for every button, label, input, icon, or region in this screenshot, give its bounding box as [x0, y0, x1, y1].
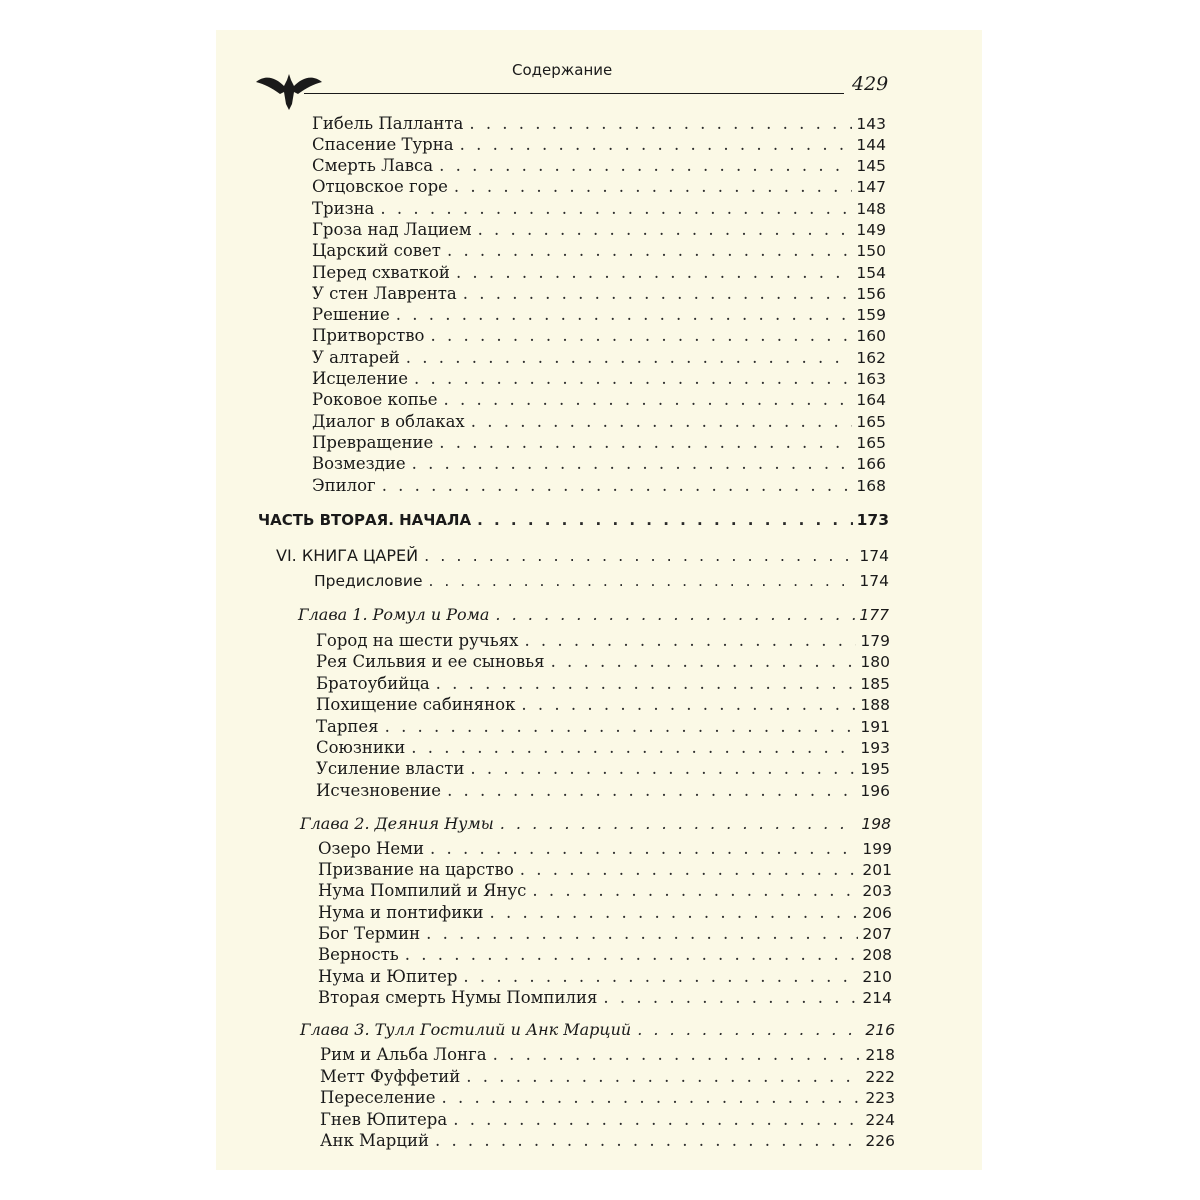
toc-entry[interactable]	[312, 453, 886, 474]
toc-entry[interactable]	[316, 630, 890, 651]
toc-entry[interactable]	[312, 262, 886, 283]
toc-entry[interactable]	[316, 758, 890, 779]
toc-chapter-heading[interactable]	[298, 604, 889, 625]
toc-entry-page: 165	[856, 434, 886, 452]
table-of-contents	[216, 30, 982, 1170]
toc-chapter-page: 177	[859, 606, 889, 624]
toc-entry[interactable]	[318, 902, 892, 923]
toc-entry-page: 160	[856, 327, 886, 345]
toc-entry[interactable]	[318, 966, 892, 987]
toc-entry-title: Царский совет	[312, 241, 441, 260]
toc-entry-title: Озеро Неми	[318, 839, 425, 858]
toc-chapter-heading[interactable]	[300, 813, 891, 834]
toc-entry-title: Усиление власти	[316, 759, 465, 778]
toc-entry-page: 201	[862, 861, 892, 879]
toc-entry-title: Притворство	[312, 326, 425, 345]
toc-entry[interactable]	[320, 1130, 895, 1151]
toc-entry[interactable]	[312, 155, 886, 176]
page-number: 429	[852, 73, 889, 95]
toc-chapter-page: 198	[861, 815, 891, 833]
toc-entry[interactable]	[312, 283, 886, 304]
toc-entry-title: Гнев Юпитера	[320, 1110, 448, 1129]
toc-entry-page: 223	[865, 1089, 895, 1107]
toc-entry-title: Смерть Лавса	[312, 156, 434, 175]
toc-section-title: VI. КНИГА ЦАРЕЙ	[276, 546, 419, 565]
toc-entry[interactable]	[316, 737, 890, 758]
toc-entry[interactable]	[312, 304, 886, 325]
toc-entry-title: Город на шести ручьях	[316, 631, 519, 650]
toc-entry-page: 166	[856, 455, 886, 473]
toc-entry-page: 150	[856, 242, 886, 260]
toc-entry-page: 193	[860, 739, 890, 757]
toc-entry-page: 224	[865, 1111, 895, 1129]
toc-entry-page: 147	[856, 178, 886, 196]
toc-entry-title: Исцеление	[312, 369, 409, 388]
toc-entry-title: Гроза над Лацием	[312, 220, 472, 239]
toc-entry-title: Гибель Палланта	[312, 114, 464, 133]
toc-entry-page: 168	[856, 477, 886, 495]
toc-entry-title: Нума и понтифики	[318, 903, 484, 922]
toc-entry[interactable]	[318, 944, 892, 965]
toc-entry-page: 179	[860, 632, 890, 650]
toc-entry-title: Братоубийца	[316, 674, 430, 693]
toc-part-page: 173	[856, 511, 889, 529]
toc-entry-title: Анк Марций	[320, 1131, 429, 1150]
toc-entry-page: 214	[862, 989, 892, 1007]
toc-entry-page: 196	[860, 782, 890, 800]
toc-entry-page: 199	[862, 840, 892, 858]
toc-section-heading[interactable]	[276, 545, 889, 566]
toc-entry-title: Нума и Юпитер	[318, 967, 458, 986]
toc-entry-title: Диалог в облаках	[312, 412, 465, 431]
toc-entry-title: Перед схваткой	[312, 263, 450, 282]
toc-entry-title: Эпилог	[312, 476, 376, 495]
running-head-title: Содержание	[512, 61, 613, 79]
toc-entry[interactable]	[316, 651, 890, 672]
toc-entry-title: Превращение	[312, 433, 434, 452]
toc-entry-page: 145	[856, 157, 886, 175]
toc-entry-page: 222	[865, 1068, 895, 1086]
toc-entry-page: 206	[862, 904, 892, 922]
toc-entry-title: Рим и Альба Лонга	[320, 1045, 487, 1064]
toc-entry-title: Бог Термин	[318, 924, 421, 943]
toc-entry-page: 164	[856, 391, 886, 409]
toc-entry-title: У стен Лаврента	[312, 284, 457, 303]
toc-entry[interactable]	[312, 368, 886, 389]
toc-entry[interactable]	[320, 1087, 895, 1108]
toc-entry-title: Переселение	[320, 1088, 436, 1107]
toc-entry[interactable]	[312, 475, 886, 496]
toc-entry-page: 154	[856, 264, 886, 282]
toc-entry-page: 174	[859, 572, 889, 590]
toc-entry-title: Союзники	[316, 738, 406, 757]
toc-entry-title: Исчезновение	[316, 781, 442, 800]
toc-entry-title: Вторая смерть Нумы Помпилия	[318, 988, 598, 1007]
toc-entry[interactable]	[312, 389, 886, 410]
toc-entry-preface[interactable]	[314, 571, 889, 592]
toc-entry-title: Похищение сабинянок	[316, 695, 516, 714]
toc-chapter-page: 216	[865, 1021, 895, 1039]
toc-entry-page: 208	[862, 946, 892, 964]
toc-entry[interactable]	[316, 673, 890, 694]
toc-entry-title: Рея Сильвия и ее сыновья	[316, 652, 545, 671]
toc-entry[interactable]	[318, 838, 892, 859]
toc-entry[interactable]	[320, 1044, 895, 1065]
toc-part-heading[interactable]	[258, 510, 889, 531]
toc-entry-title: Верность	[318, 945, 399, 964]
toc-entry-page: 156	[856, 285, 886, 303]
toc-entry[interactable]	[312, 432, 886, 453]
toc-entry-title: Нума Помпилий и Янус	[318, 881, 527, 900]
toc-entry-title: Тарпея	[316, 717, 379, 736]
book-page	[216, 30, 982, 1170]
toc-entry-page: 195	[860, 760, 890, 778]
toc-entry[interactable]	[312, 347, 886, 368]
toc-entry-title: Решение	[312, 305, 390, 324]
toc-entry-page: 210	[862, 968, 892, 986]
toc-entry[interactable]	[316, 716, 890, 737]
toc-entry[interactable]	[316, 694, 890, 715]
toc-entry-page: 163	[856, 370, 886, 388]
toc-entry[interactable]	[318, 987, 892, 1008]
toc-entry-page: 207	[862, 925, 892, 943]
toc-chapter-heading[interactable]	[300, 1019, 895, 1040]
toc-entry-title: Тризна	[312, 199, 375, 218]
toc-chapter-title: Глава 2. Деяния Нумы	[300, 814, 494, 833]
toc-entry-page: 165	[856, 413, 886, 431]
toc-entry[interactable]	[312, 113, 886, 134]
toc-entry-page: 162	[856, 349, 886, 367]
toc-entry-page: 144	[856, 136, 886, 154]
toc-entry-title: Отцовское горе	[312, 177, 448, 196]
toc-entry-page: 143	[856, 115, 886, 133]
toc-entry-page: 203	[862, 882, 892, 900]
toc-entry-title: Спасение Турна	[312, 135, 454, 154]
toc-entry-title: Призвание на царство	[318, 860, 514, 879]
toc-entry[interactable]	[320, 1109, 895, 1130]
toc-entry-title: Метт Фуффетий	[320, 1067, 461, 1086]
toc-chapter-title: Глава 1. Ромул и Рома	[298, 605, 490, 624]
toc-entry-page: 191	[860, 718, 890, 736]
toc-entry-page: 180	[860, 653, 890, 671]
toc-entry-page: 159	[856, 306, 886, 324]
toc-entry[interactable]	[312, 198, 886, 219]
toc-part-title: ЧАСТЬ ВТОРАЯ. НАЧАЛА	[258, 511, 472, 529]
toc-entry-page: 148	[856, 200, 886, 218]
toc-entry[interactable]	[312, 176, 886, 197]
toc-section-page: 174	[859, 547, 889, 565]
toc-entry-page: 185	[860, 675, 890, 693]
toc-entry-page: 188	[860, 696, 890, 714]
toc-entry-page: 226	[865, 1132, 895, 1150]
toc-entry-title: Предисловие	[314, 572, 423, 590]
toc-entry[interactable]	[316, 780, 890, 801]
toc-entry-page: 149	[856, 221, 886, 239]
toc-entry[interactable]	[320, 1066, 895, 1087]
toc-entry[interactable]	[312, 240, 886, 261]
toc-entry[interactable]	[312, 325, 886, 346]
toc-entry-title: Роковое копье	[312, 390, 438, 409]
toc-chapter-title: Глава 3. Тулл Гостилий и Анк Марций	[300, 1020, 632, 1039]
toc-entry-page: 218	[865, 1046, 895, 1064]
toc-entry[interactable]	[318, 880, 892, 901]
toc-entry[interactable]	[312, 411, 886, 432]
toc-entry[interactable]	[318, 923, 892, 944]
toc-entry[interactable]	[312, 219, 886, 240]
toc-entry[interactable]	[312, 134, 886, 155]
toc-entry-title: Возмездие	[312, 454, 406, 473]
toc-entry-title: У алтарей	[312, 348, 400, 367]
toc-entry[interactable]	[318, 859, 892, 880]
